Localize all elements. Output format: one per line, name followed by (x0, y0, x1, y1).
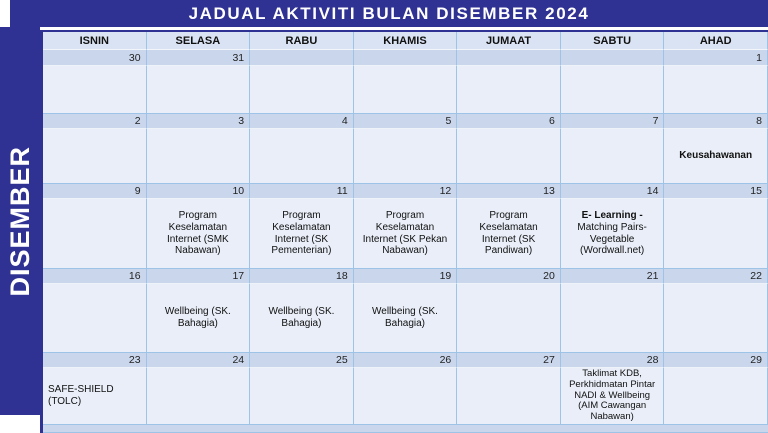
event-cell-wellbeing-3 (354, 284, 458, 353)
date-cell (354, 50, 458, 66)
date-cell: 11 (250, 184, 354, 199)
event-cell (561, 66, 665, 114)
date-cell: 10 (147, 184, 251, 199)
date-cell: 29 (664, 353, 768, 368)
day-header-selasa: SELASA (147, 32, 251, 50)
event-cell (43, 199, 147, 269)
date-cell: 18 (250, 269, 354, 284)
event-cell-program-sk-pandiwan (457, 199, 561, 269)
day-header-jumaat: JUMAAT (457, 32, 561, 50)
event-cell (43, 129, 147, 184)
event-cell-keusahawanan (664, 129, 768, 184)
event-cell (147, 368, 251, 425)
event-cell (250, 129, 354, 184)
event-text: Wellbeing (SK. Bahagia) (372, 306, 438, 329)
date-cell: 9 (43, 184, 147, 199)
event-cell-wellbeing-1 (147, 284, 251, 353)
date-cell: 7 (561, 114, 665, 129)
event-cell (561, 129, 665, 184)
title-bar (10, 0, 768, 27)
event-cell (43, 284, 147, 353)
event-text: Program Keselamatan Internet (SK Pandiwan) (479, 210, 538, 257)
event-cell (664, 199, 768, 269)
date-cell: 22 (664, 269, 768, 284)
date-cell: 14 (561, 184, 665, 199)
event-text: Program Keselamatan Internet (SK Pekan Nabawan) (362, 210, 448, 257)
date-cell: 20 (457, 269, 561, 284)
event-cell (457, 129, 561, 184)
event-cell-program-smk-nabawan (147, 199, 251, 269)
month-label: DISEMBER (4, 145, 35, 297)
date-cell: 2 (43, 114, 147, 129)
date-cell (250, 50, 354, 66)
day-header-isnin: ISNIN (43, 32, 147, 50)
event-cell (147, 129, 251, 184)
date-cell: 17 (147, 269, 251, 284)
event-cell (354, 368, 458, 425)
date-cell: 26 (354, 353, 458, 368)
event-cell (664, 284, 768, 353)
event-cell-safe-shield (43, 368, 147, 425)
event-cell (250, 66, 354, 114)
day-header-sabtu: SABTU (561, 32, 665, 50)
month-sidebar (0, 27, 40, 415)
event-text: SAFE-SHIELD (TOLC) (48, 384, 114, 407)
page-title: JADUAL AKTIVITI BULAN DISEMBER 2024 (188, 3, 590, 23)
date-cell: 24 (147, 353, 251, 368)
date-cell: 8 (664, 114, 768, 129)
day-header-rabu: RABU (250, 32, 354, 50)
event-cell (147, 66, 251, 114)
date-cell: 6 (457, 114, 561, 129)
event-text: Wellbeing (SK. Bahagia) (268, 306, 335, 329)
date-cell: 5 (354, 114, 458, 129)
event-cell-e-learning (561, 199, 665, 269)
date-cell: 12 (354, 184, 458, 199)
date-cell (457, 50, 561, 66)
date-cell: 4 (250, 114, 354, 129)
event-text: Program Keselamatan Internet (SMK Nabawan) (167, 210, 229, 257)
event-cell (43, 66, 147, 114)
event-text-bold: Keusahawanan (679, 150, 753, 162)
date-cell: 16 (43, 269, 147, 284)
event-cell (457, 368, 561, 425)
date-cell: 19 (354, 269, 458, 284)
date-cell: 21 (561, 269, 665, 284)
event-text-bold: E- Learning - (581, 210, 643, 222)
event-cell (250, 368, 354, 425)
date-cell (561, 50, 665, 66)
event-cell-program-sk-pementerian (250, 199, 354, 269)
event-cell (457, 284, 561, 353)
event-cell (457, 66, 561, 114)
event-cell-program-sk-pekan-nabawan (354, 199, 458, 269)
date-cell: 15 (664, 184, 768, 199)
event-cell-wellbeing-2 (250, 284, 354, 353)
event-text: Wellbeing (SK. Bahagia) (164, 306, 231, 329)
event-cell (664, 368, 768, 425)
event-cell (354, 129, 458, 184)
event-cell (561, 284, 665, 353)
date-cell: 31 (147, 50, 251, 66)
date-cell: 3 (147, 114, 251, 129)
date-cell: 25 (250, 353, 354, 368)
event-text: Matching Pairs- Vegetable (Wordwall.net) (577, 221, 647, 257)
date-cell: 30 (43, 50, 147, 66)
event-cell (664, 66, 768, 114)
calendar-grid (40, 30, 768, 433)
event-cell-taklimat-kdb (561, 368, 665, 425)
date-cell: 23 (43, 353, 147, 368)
date-cell: 1 (664, 50, 768, 66)
day-header-khamis: KHAMIS (354, 32, 458, 50)
date-cell: 13 (457, 184, 561, 199)
event-cell (354, 66, 458, 114)
event-text: Taklimat KDB, Perkhidmatan Pintar NADI & Wellbeing (AIM Cawangan Nabawan) (569, 368, 656, 423)
date-cell: 28 (561, 353, 665, 368)
date-cell: 27 (457, 353, 561, 368)
day-header-ahad: AHAD (664, 32, 768, 50)
next-week-date-band-partial (43, 425, 768, 433)
event-text: Program Keselamatan Internet (SK Pementerian) (271, 210, 332, 257)
